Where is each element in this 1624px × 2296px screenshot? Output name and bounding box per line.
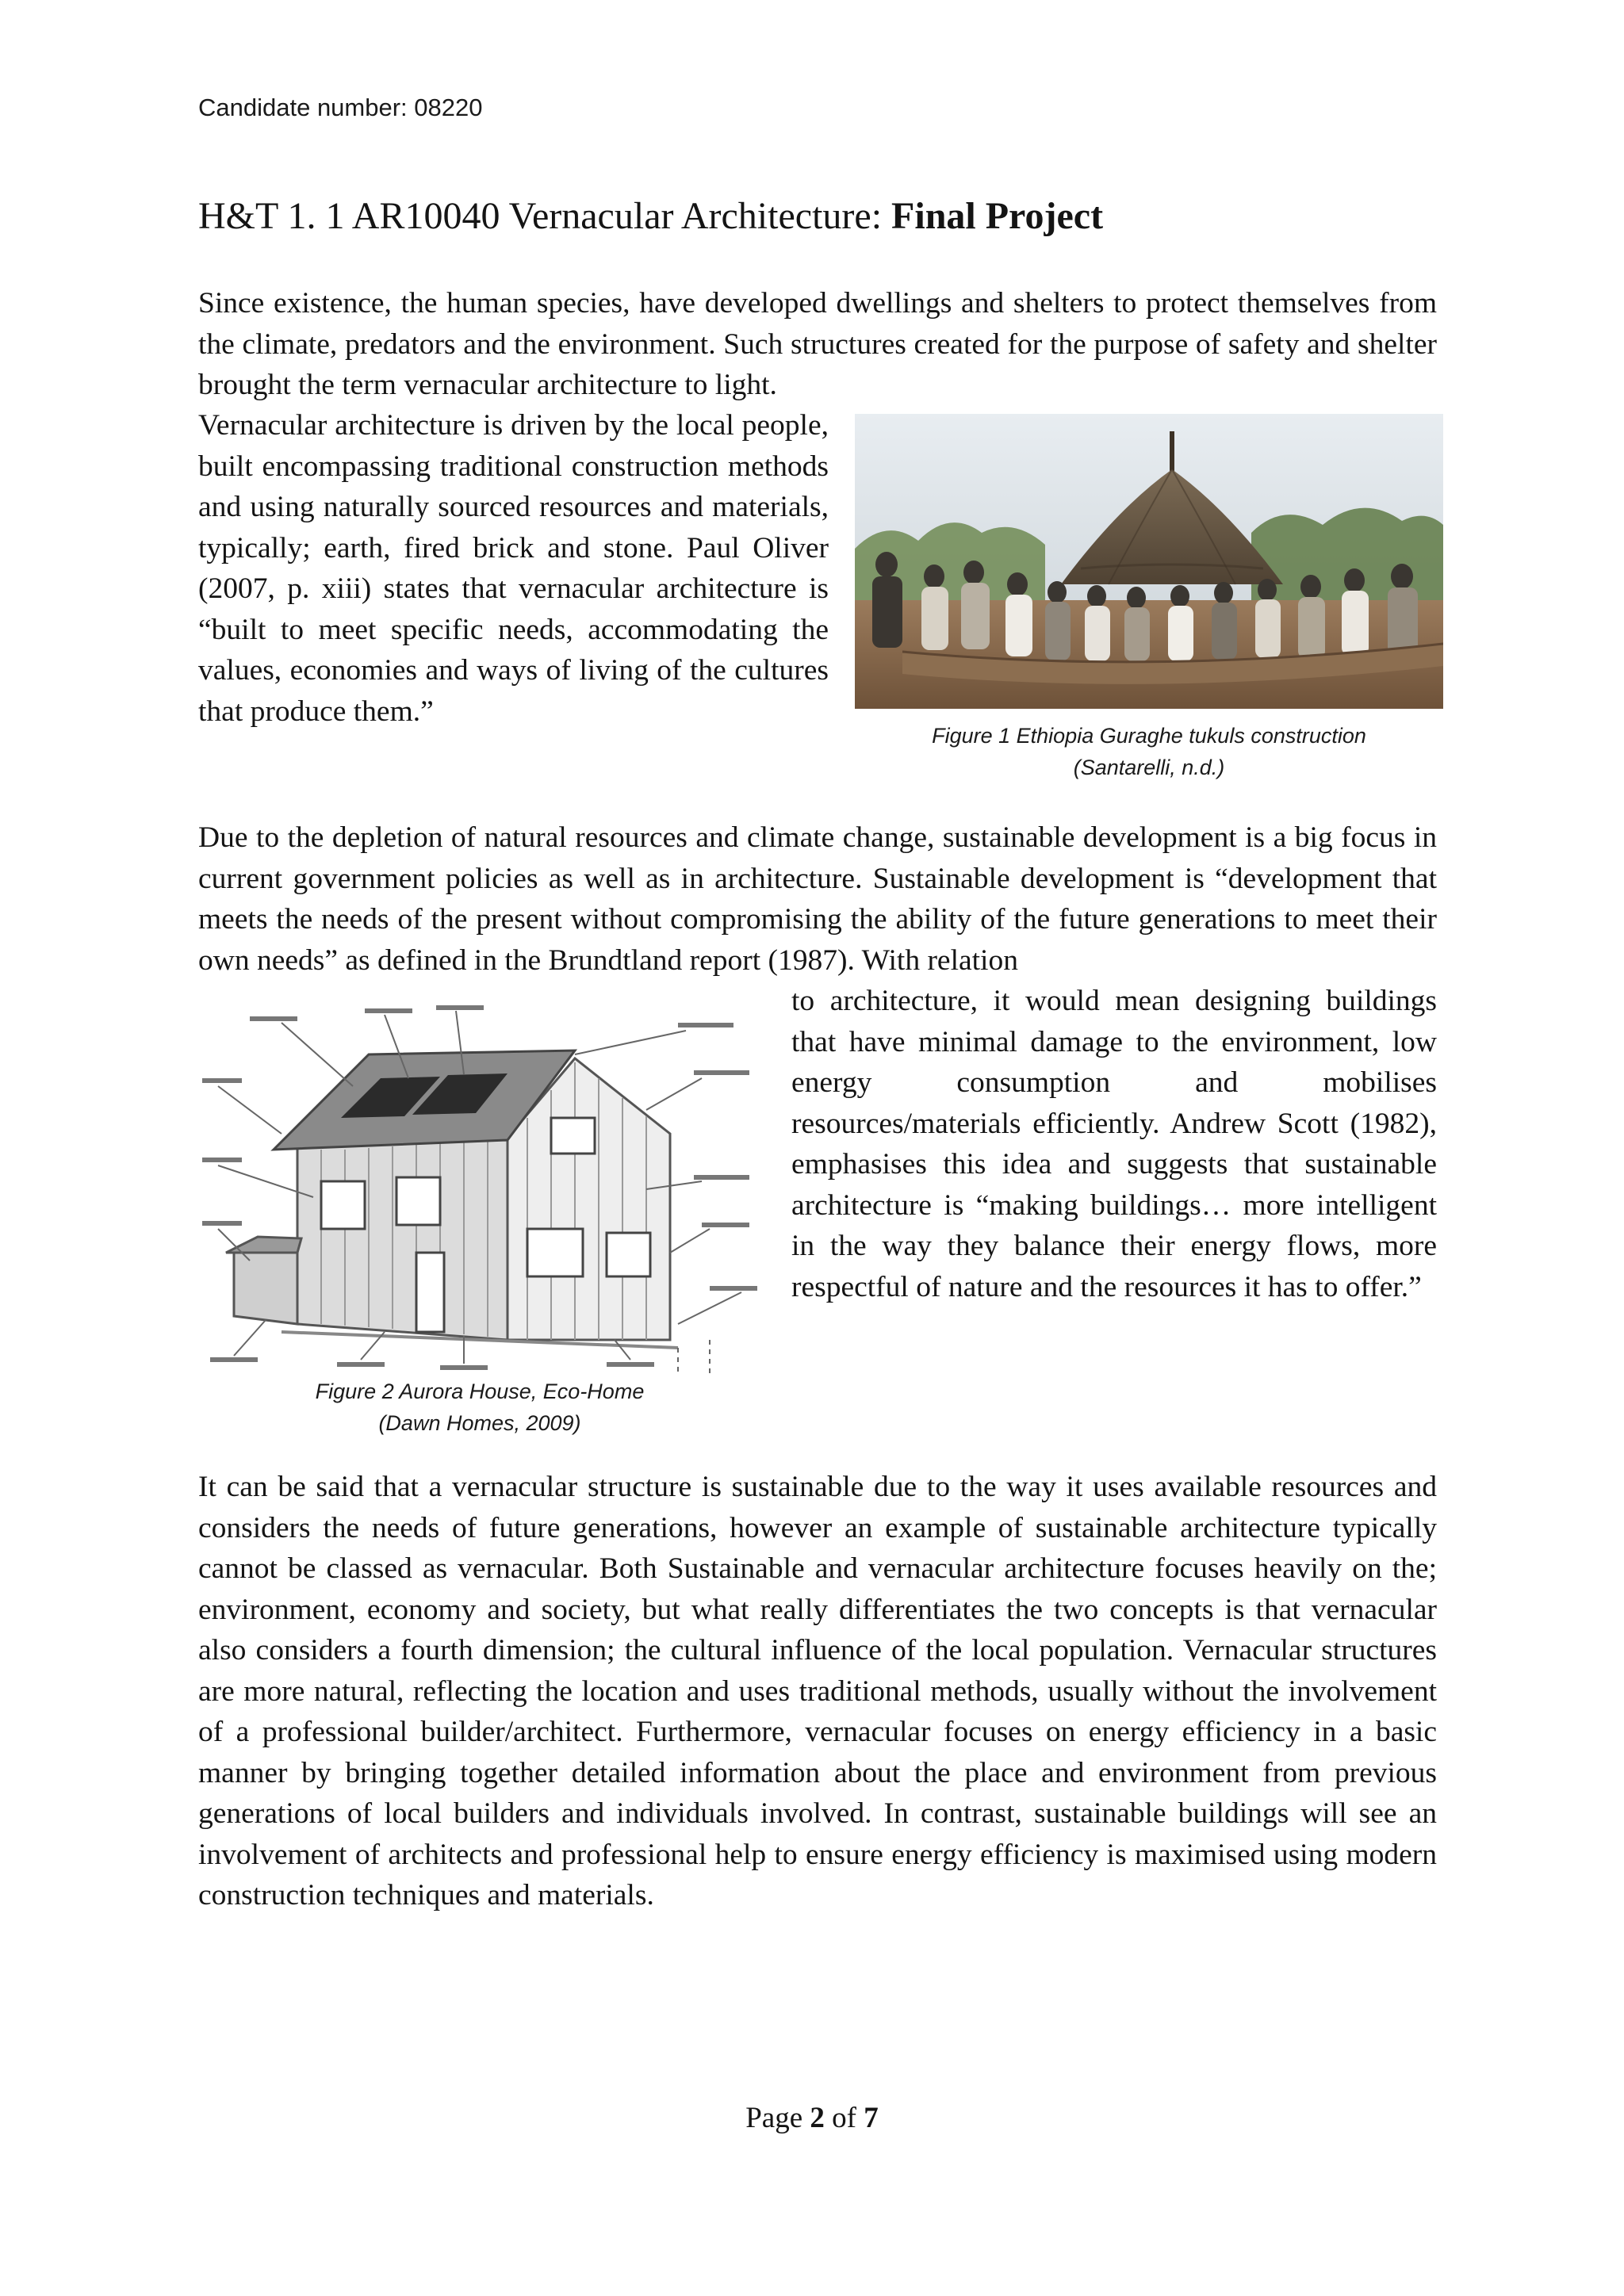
paragraph-sustainable-development: Due to the depletion of natural resources and climate change, sustainable development is a big focus in current government policies as well as in architecture. Sustainable development is “development that meets the needs of the present without compromising the ability of the future generations to meet their own needs” as defined in the Brundtland report (1987). With relation: [198, 821, 1437, 977]
page-total: 7: [864, 2102, 879, 2134]
page-prefix: Page: [745, 2102, 810, 2134]
figure-2-caption: [202, 1376, 757, 1439]
page-title: [198, 193, 1435, 240]
page-separator: of: [824, 2102, 864, 2134]
page-number: [0, 2101, 1624, 2135]
paragraph-comparison: It can be said that a vernacular structure is sustainable due to the way it uses available resources and considers the needs of future generations, however an example of sustainable architecture typically cannot be classed as vernacular. Both Sustainable and vernacular architecture focuses heavily on the; environment, economy and society, but what really differentiates the two concepts is that vernacular also considers a fourth dimension; the cultural influence of the local population. Vernacular structures are more natural, reflecting the location and uses traditional methods, usually without the involvement of a professional builder/architect. Furthermore, vernacular focuses on energy efficiency in a basic manner by bringing together detailed information about the place and environment from previous generations of local builders and individuals involved. In contrast, sustainable buildings will see an involvement of architects and professional help to ensure energy efficiency is maximised using modern construction techniques and materials.: [198, 1471, 1437, 1911]
paragraph-vernacular-definition: Vernacular architecture is driven by the local people, built encompassing traditional construction methods and using naturally sourced resources and materials, typically; earth, fired brick and stone. Paul Oliver (2007, p. xiii) states that vernacular architecture is “built to meet specific needs, accommodating the values, economies and ways of living of the cultures that produce them.”: [198, 409, 829, 728]
title-main: H&T 1. 1 AR10040 Vernacular Architecture:: [198, 195, 892, 237]
figure-1-caption-source: (Santarelli, n.d.): [1073, 756, 1225, 779]
title-bold: Final Project: [891, 195, 1104, 237]
tukul-photo: [855, 414, 1443, 709]
figure-1-caption-title: Figure 1 Ethiopia Guraghe tukuls construction: [932, 724, 1366, 748]
figure-2-caption-source: (Dawn Homes, 2009): [378, 1411, 581, 1435]
figure-2-caption-title: Figure 2 Aurora House, Eco-Home: [315, 1380, 645, 1403]
eco-home-diagram: [202, 999, 765, 1376]
tukul-photo-image: [855, 414, 1443, 709]
paragraph-intro: Since existence, the human species, have developed dwellings and shelters to protect themselves from the climate, predators and the environment. Such structures created for the purpose of safety and shelter brought the term vernacular architecture to light.: [198, 287, 1437, 401]
eco-home-diagram-image: [202, 999, 765, 1376]
candidate-number: Candidate number: 08220: [198, 94, 483, 121]
figure-1-caption: [855, 720, 1443, 783]
page-current: 2: [810, 2102, 825, 2134]
paragraph-sustainable-architecture: to architecture, it would mean designing buildings that have minimal damage to the environment, low energy consumption and mobilises resources/materials efficiently. Andrew Scott (1982), emphasises this idea and suggests that sustainable architecture is “making buildings… more intelligent in the way they balance their energy flows, more respectful of nature and the resources it has to offer.”: [791, 985, 1437, 1303]
